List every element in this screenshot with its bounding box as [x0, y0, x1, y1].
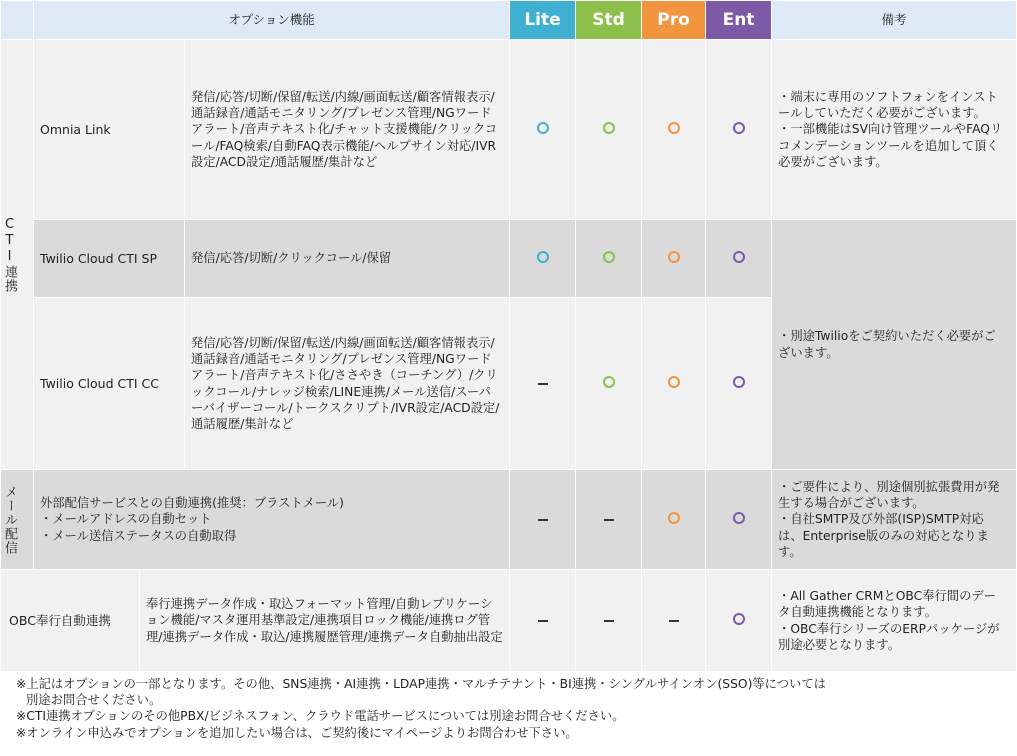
table-row	[1, 40, 1017, 220]
circle-icon	[603, 251, 615, 263]
row-features: 奉行連携データ作成・取込フォーマット管理/自動レプリケーション機能/マスタ運用基準設定/連携項目ロック機能/連携ログ管理/連携データ作成・取込/連携履歴管理/連携データ自動抽出設定	[140, 570, 510, 672]
table-row	[1, 220, 1017, 298]
circle-icon	[733, 613, 745, 625]
circle-icon	[603, 376, 615, 388]
note-line: ・別途Twilioをご契約いただく必要がございます。	[778, 329, 996, 360]
mark-std	[576, 470, 642, 570]
mark-lite	[510, 470, 576, 570]
mark-pro	[642, 570, 706, 672]
header-std: Std	[576, 1, 642, 40]
circle-icon	[668, 512, 680, 524]
dash-icon	[604, 620, 614, 622]
mark-lite	[510, 40, 576, 220]
dash-icon	[604, 519, 614, 521]
table-header-row	[1, 1, 1017, 40]
mark-std	[576, 220, 642, 298]
note-line: ・一部機能はSV向け管理ツールやFAQリコメンデーションツールを追加して頂く必要がございます。	[778, 122, 1003, 169]
mark-lite	[510, 570, 576, 672]
circle-icon	[537, 251, 549, 263]
group-cti-label: CTI連携	[2, 216, 17, 293]
note-line: ・端末に専用のソフトフォンをインストールしていただく必要がございます。	[778, 89, 998, 121]
mark-ent	[706, 298, 772, 470]
circle-icon	[668, 376, 680, 388]
dash-icon	[669, 620, 679, 622]
row-features: 発信/応答/切断/クリックコール/保留	[185, 220, 510, 298]
dash-icon	[538, 519, 548, 521]
mark-pro	[642, 220, 706, 298]
feature-line: ・メール送信ステータスの自動取得	[40, 528, 237, 543]
group-cti	[1, 40, 34, 470]
row-name: Twilio Cloud CTI CC	[34, 298, 185, 470]
header-lite: Lite	[510, 1, 576, 40]
circle-icon	[668, 251, 680, 263]
row-name: OBC奉行自動連携	[1, 570, 140, 672]
circle-icon	[733, 376, 745, 388]
row-name: Twilio Cloud CTI SP	[34, 220, 185, 298]
header-option: オプション機能	[34, 1, 510, 40]
mark-pro	[642, 298, 706, 470]
group-mail-label: メール配信	[2, 484, 17, 555]
header-pro: Pro	[642, 1, 706, 40]
row-features: 発信/応答/切断/保留/転送/内線/画面転送/顧客情報表示/通話録音/通話モニタリング/プレゼンス管理/NGワードアラート/音声テキスト化/チャット支援機能/クリックコール/FAQ検索/自動FAQ表示機能/ヘルプサイン対応/IVR設定/ACD設定/通話履歴/集計など	[185, 40, 510, 220]
circle-icon	[603, 122, 615, 134]
mark-pro	[642, 40, 706, 220]
mark-ent	[706, 570, 772, 672]
mark-std	[576, 570, 642, 672]
circle-icon	[668, 122, 680, 134]
circle-icon	[733, 122, 745, 134]
circle-icon	[537, 122, 549, 134]
footnote: 別途お問合せください。	[26, 693, 162, 708]
mark-ent	[706, 220, 772, 298]
row-note	[772, 470, 1017, 570]
feature-line: 外部配信サービスとの自動連携(推奨：ブラストメール)	[40, 496, 344, 511]
dash-icon	[538, 383, 548, 385]
row-name: Omnia Link	[34, 40, 185, 220]
header-ent: Ent	[706, 1, 772, 40]
mark-ent	[706, 40, 772, 220]
feature-line: ・メールアドレスの自動セット	[40, 512, 212, 527]
table-row	[1, 470, 1017, 570]
group-mail	[1, 470, 34, 570]
row-note	[772, 220, 1017, 470]
header-blank	[1, 1, 34, 40]
footnote: ※オンライン申込みでオプションを追加したい場合は、ご契約後にマイページよりお問合わせ下さい。	[16, 725, 578, 740]
row-note	[772, 570, 1017, 672]
mark-lite	[510, 298, 576, 470]
header-note: 備考	[772, 1, 1017, 40]
dash-icon	[538, 620, 548, 622]
mark-std	[576, 298, 642, 470]
note-line: ・自社SMTP及び外部(ISP)SMTP対応は、Enterprise版のみの対応となります。	[778, 512, 989, 559]
mark-ent	[706, 470, 772, 570]
footnotes	[16, 676, 826, 741]
note-line: ・OBC奉行シリーズのERPパッケージが別途必要となります。	[778, 621, 1000, 652]
circle-icon	[733, 512, 745, 524]
mark-lite	[510, 220, 576, 298]
note-line: ・All Gather CRMとOBC奉行間のデータ自動連携機能となります。	[778, 588, 996, 620]
mark-pro	[642, 470, 706, 570]
note-line: ・ご要件により、別途個別拡張費用が発生する場合がございます。	[778, 479, 1000, 511]
row-features	[34, 470, 510, 570]
footnote: ※上記はオプションの一部となります。その他、SNS連携・AI連携・LDAP連携・マルチテナント・BI連携・シングルサインオン(SSO)等については	[16, 677, 826, 691]
row-features: 発信/応答/切断/保留/転送/内線/画面転送/顧客情報表示/通話録音/通話モニタリング/プレゼンス管理/NGワードアラート/音声テキスト化/ささやき（コーチング）/クリックコール/ナレッジ検索/LINE連携/メール送信/スーパーバイザーコール/トークスクリプト/IVR設定/ACD設定/通話履歴/集計など	[185, 298, 510, 470]
row-note	[772, 40, 1017, 220]
table-row	[1, 570, 1017, 672]
circle-icon	[733, 251, 745, 263]
footnote: ※CTI連携オプションのその他PBX/ビジネスフォン、クラウド電話サービスについては別途お問合せください。	[16, 709, 625, 724]
mark-std	[576, 40, 642, 220]
